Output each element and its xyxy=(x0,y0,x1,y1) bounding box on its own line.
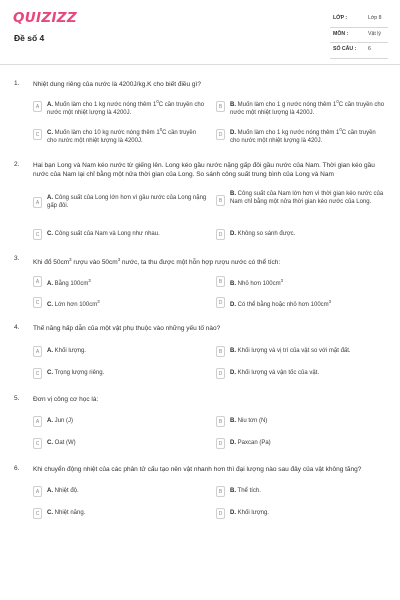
option-letter-box: B xyxy=(216,346,225,357)
option-letter-box: C xyxy=(33,368,42,379)
option-b[interactable] xyxy=(216,190,386,208)
option-c[interactable] xyxy=(33,126,208,144)
option-letter-box: C xyxy=(33,229,42,240)
question-text: Đơn vị công cơ học là: xyxy=(33,396,99,403)
option-letter-box: A xyxy=(33,276,42,287)
option-letter-box: D xyxy=(216,129,225,140)
question-number: 6. xyxy=(14,465,20,472)
question-text: Nhiệt dung riêng của nước là 4200J/kg.K cho biết điều gì? xyxy=(33,81,201,88)
option-text: A. Bằng $100cm^3$ xyxy=(47,278,91,287)
question-text: Hai bạn Long và Nam kéo nước từ giếng lên. Long kéo gầu nước nặng gấp đôi gầu nước của Nam. Thời gian kéo gầu nước của Nam lại chỉ bằng một nửa thời gian của Long. So sánh công suất trung bình của Long và Nam xyxy=(33,162,375,178)
option-a[interactable] xyxy=(33,486,208,504)
option-letter-box: A xyxy=(33,486,42,497)
option-letter-box: D xyxy=(216,438,225,449)
option-text: D. Paxcan (Pa) xyxy=(230,440,271,446)
option-b[interactable] xyxy=(216,98,386,116)
option-d[interactable] xyxy=(216,438,386,456)
option-text: A. Khối lượng. xyxy=(47,348,86,354)
option-d[interactable] xyxy=(216,508,386,526)
meta-value: Vật lý xyxy=(368,30,381,37)
option-a[interactable] xyxy=(33,416,208,434)
option-a[interactable] xyxy=(33,346,208,364)
option-letter-box: B xyxy=(216,486,225,497)
option-text: B. Niu tơn (N) xyxy=(230,418,268,424)
option-letter-box: B xyxy=(216,416,225,427)
option-text: A. Công suất của Long lớn hơn vì gầu nước của Long nặng gấp đôi. xyxy=(47,195,207,210)
option-letter-box: A xyxy=(33,101,42,112)
option-b[interactable] xyxy=(216,346,386,364)
option-letter-box: B xyxy=(216,195,225,206)
option-a[interactable] xyxy=(33,194,208,212)
option-c[interactable] xyxy=(33,368,208,386)
option-text: C. Nhiệt năng. xyxy=(47,510,86,516)
option-letter-box: C xyxy=(33,297,42,308)
option-d[interactable] xyxy=(216,229,386,247)
option-letter-box: B xyxy=(216,276,225,287)
option-text: B. Nhỏ hơn $100cm^3$ xyxy=(230,278,284,287)
page-header xyxy=(0,0,400,62)
option-text: C. Trọng lượng riêng. xyxy=(47,370,105,376)
option-c[interactable] xyxy=(33,438,208,456)
option-a[interactable] xyxy=(33,98,208,116)
option-text: B. Thể tích. xyxy=(230,488,261,494)
option-text: C. Công suất của Nam và Long như nhau. xyxy=(47,231,160,237)
option-c[interactable] xyxy=(33,508,208,526)
meta-label: SỐ CÂU : xyxy=(333,46,357,52)
quizizz-logo xyxy=(13,10,77,26)
option-text: B. Công suất của Nam lớn hơn vì thời gian kéo nước của Nam chỉ bằng một nửa thời gian kéo nước của Long. xyxy=(230,191,384,206)
option-letter-box: A xyxy=(33,346,42,357)
option-text: C. Lớn hơn $100cm^3$ xyxy=(47,299,100,308)
question-text: Khi đổ $50cm^3$ rượu vào $50cm^3$ nước, ta thu được một hỗn hợp rượu nước có thể tích: xyxy=(33,257,281,267)
option-b[interactable] xyxy=(216,276,386,294)
option-d[interactable] xyxy=(216,126,386,144)
option-text: D. Có thể bằng hoặc nhỏ hơn $100cm^3$ xyxy=(230,299,332,308)
option-letter-box: C xyxy=(33,438,42,449)
meta-row-subject xyxy=(330,28,388,44)
option-text: D. Khối lượng và vận tốc của vật. xyxy=(230,370,319,376)
option-text: D. Không so sánh được. xyxy=(230,231,296,237)
option-letter-box: A xyxy=(33,416,42,427)
question-number: 2. xyxy=(14,161,20,168)
option-text: C. Oat (W) xyxy=(47,440,76,446)
question-number: 5. xyxy=(14,395,20,402)
option-text: A. Nhiệt độ. xyxy=(47,488,79,494)
option-text: B. Khối lượng và vị trí của vật so với mặt đất. xyxy=(230,348,351,354)
option-text: A. Muốn làm cho 1 kg nước nóng thêm $1^0C$ cần truyền cho nước một nhiệt lượng là 4200J. xyxy=(47,99,205,117)
option-letter-box: A xyxy=(33,197,42,208)
meta-value: Lớp 8 xyxy=(368,15,382,21)
option-letter-box: D xyxy=(216,368,225,379)
option-c[interactable] xyxy=(33,229,208,247)
option-letter-box: C xyxy=(33,129,42,140)
exam-title: Đề số 4 xyxy=(14,33,45,43)
logo-text: QUIZIZZ xyxy=(13,10,77,26)
header-divider xyxy=(0,64,400,65)
option-letter-box: B xyxy=(216,101,225,112)
question-text: Thế năng hấp dẫn của một vật phụ thuộc vào những yếu tố nào? xyxy=(33,325,221,332)
option-letter-box: D xyxy=(216,229,225,240)
option-letter-box: D xyxy=(216,508,225,519)
option-d[interactable] xyxy=(216,297,386,315)
meta-label: MÔN : xyxy=(333,30,349,37)
option-c[interactable] xyxy=(33,297,208,315)
question-number: 1. xyxy=(14,80,20,87)
question-text: Khi chuyển động nhiệt của các phân tử cấu tạo nên vật nhanh hơn thì đại lượng nào sau đây của vật không tăng? xyxy=(33,466,362,473)
question-number: 3. xyxy=(14,255,20,262)
meta-row-count xyxy=(330,43,388,59)
option-text: B. Muốn làm cho 1 g nước nóng thêm $1^0C$ cần truyền cho nước một nhiệt lượng là 4200J. xyxy=(230,99,385,117)
option-text: D. Muốn làm cho 1 kg nước nóng thêm $1^0C$ cần truyền cho nước một nhiệt lượng là 420J. xyxy=(230,127,376,145)
meta-value: 6 xyxy=(368,46,371,52)
option-text: C. Muốn làm cho 10 kg nước nóng thêm $1^0C$ cần truyền cho nước một nhiệt lượng là 4200J. xyxy=(47,127,197,145)
question-number: 4. xyxy=(14,324,20,331)
option-d[interactable] xyxy=(216,368,386,386)
meta-label: LỚP : xyxy=(333,15,348,21)
option-text: D. Khối lượng. xyxy=(230,510,269,516)
meta-row-class xyxy=(330,12,388,28)
option-letter-box: C xyxy=(33,508,42,519)
option-letter-box: D xyxy=(216,297,225,308)
exam-meta-table xyxy=(330,12,388,59)
option-b[interactable] xyxy=(216,486,386,504)
option-text: A. Jun (J) xyxy=(47,418,74,424)
option-a[interactable] xyxy=(33,276,208,294)
option-b[interactable] xyxy=(216,416,386,434)
